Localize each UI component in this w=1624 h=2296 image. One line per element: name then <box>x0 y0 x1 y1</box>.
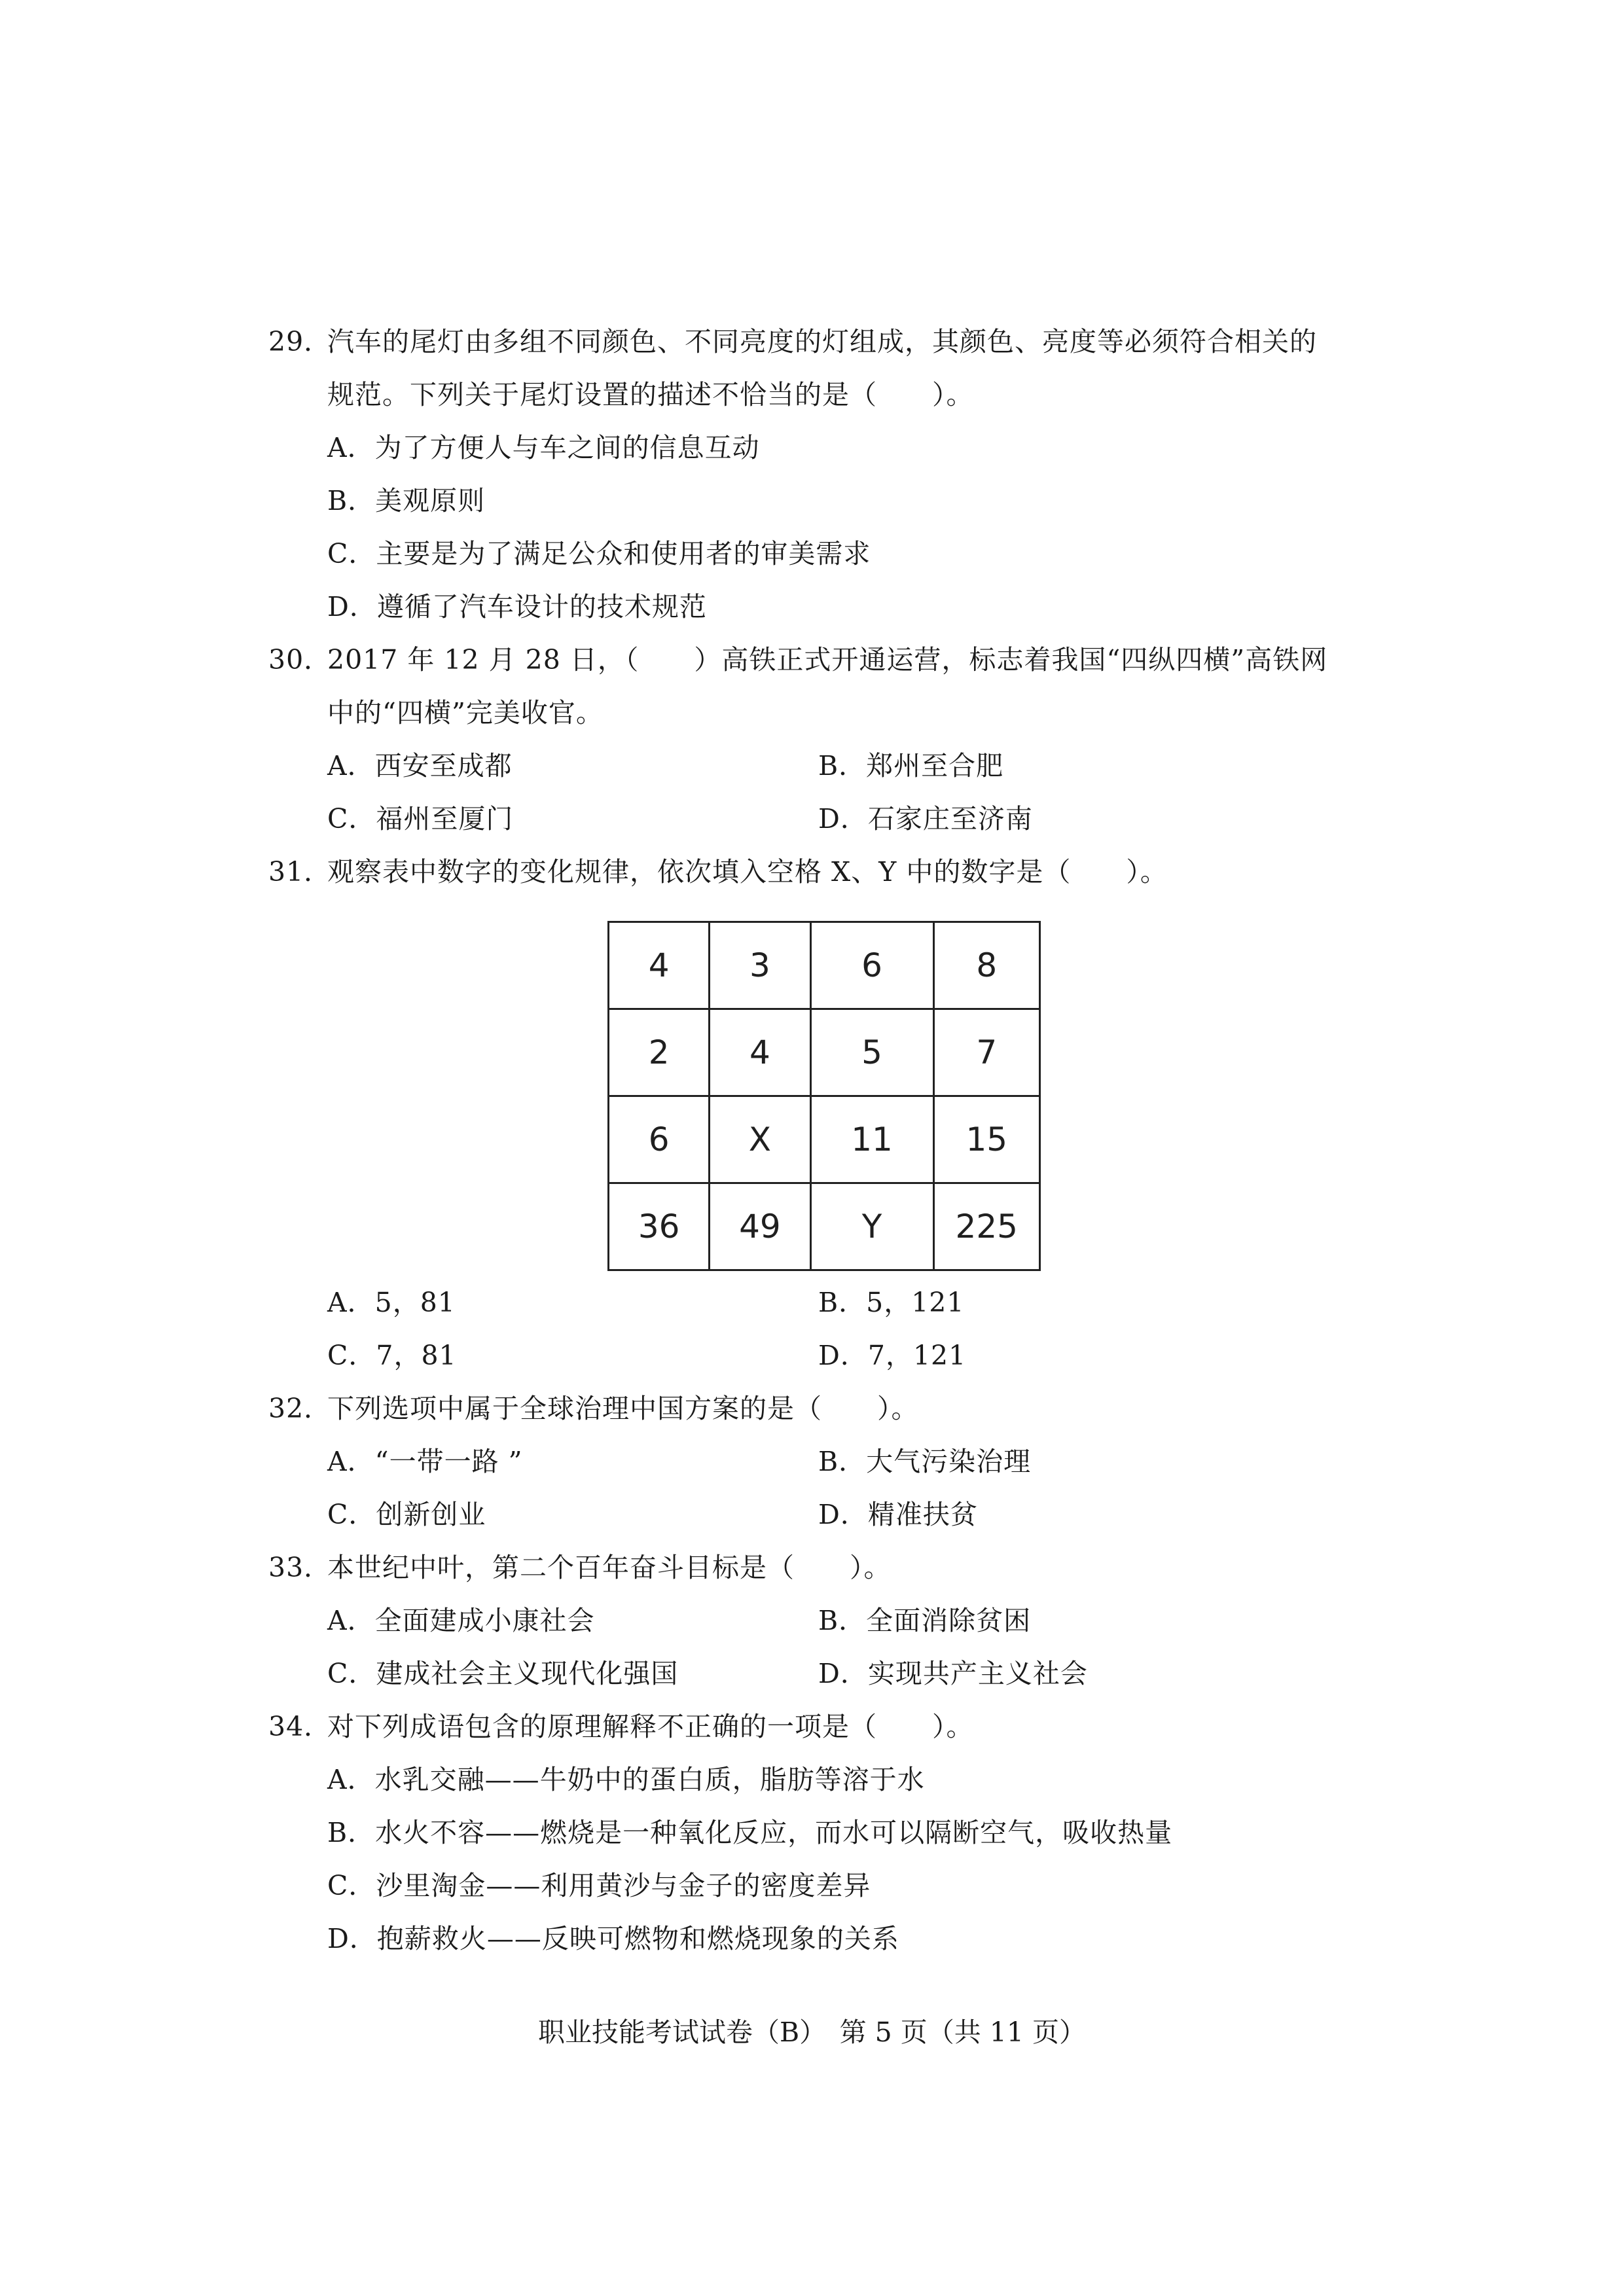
table-cell: 6 <box>810 922 933 1009</box>
q32-number: 32． <box>268 1393 332 1424</box>
table-cell: 11 <box>810 1096 933 1183</box>
q34-number: 34． <box>268 1711 332 1742</box>
table-cell: Y <box>810 1183 933 1270</box>
q32-option-b: B．大气污染治理 <box>818 1446 1032 1477</box>
q33-option-c: C．建成社会主义现代化强国 <box>327 1658 679 1689</box>
q30-option-c: C．福州至厦门 <box>327 803 514 834</box>
table-row <box>609 1009 1040 1096</box>
q31-number-table <box>607 921 1041 1271</box>
table-cell: 49 <box>710 1183 810 1270</box>
q31-option-c: C．7，81 <box>327 1340 457 1371</box>
q33-stem-line1: 本世纪中叶，第二个百年奋斗目标是（ ）。 <box>327 1552 892 1583</box>
q30-option-d: D．石家庄至济南 <box>818 803 1033 834</box>
table-cell: 6 <box>609 1096 710 1183</box>
q29-option-d: D．遵循了汽车设计的技术规范 <box>327 591 707 622</box>
q31-option-b: B．5，121 <box>818 1287 965 1318</box>
table-cell: X <box>710 1096 810 1183</box>
table-cell: 2 <box>609 1009 710 1096</box>
q33-number: 33． <box>268 1552 332 1583</box>
q29-stem-line1: 汽车的尾灯由多组不同颜色、不同亮度的灯组成，其颜色、亮度等必须符合相关的 <box>327 326 1317 357</box>
table-cell: 225 <box>933 1183 1039 1270</box>
q34-option-c: C．沙里淘金——利用黄沙与金子的密度差异 <box>327 1870 871 1901</box>
q29-option-c: C．主要是为了满足公众和使用者的审美需求 <box>327 538 871 569</box>
page-footer: 职业技能考试试卷（B） 第 5 页（共 11 页） <box>537 2017 1086 2048</box>
q30-stem-line2: 中的“四横”完美收官。 <box>327 697 604 728</box>
q30-option-a: A．西安至成都 <box>327 750 513 781</box>
q31-number: 31． <box>268 856 332 888</box>
table-cell: 8 <box>933 922 1039 1009</box>
table-row <box>609 1096 1040 1183</box>
q33-option-a: A．全面建成小康社会 <box>327 1605 595 1636</box>
q30-option-b: B．郑州至合肥 <box>818 750 1004 781</box>
table-cell: 36 <box>609 1183 710 1270</box>
table-row <box>609 922 1040 1009</box>
q32-stem-line1: 下列选项中属于全球治理中国方案的是（ ）。 <box>327 1393 919 1424</box>
q33-option-b: B．全面消除贫困 <box>818 1605 1032 1636</box>
table-cell: 3 <box>710 922 810 1009</box>
q32-option-d: D．精准扶贫 <box>818 1499 978 1530</box>
q34-stem-line1: 对下列成语包含的原理解释不正确的一项是（ ）。 <box>327 1711 974 1742</box>
q31-option-a: A．5，81 <box>327 1287 456 1318</box>
q34-option-a: A．水乳交融——牛奶中的蛋白质，脂肪等溶于水 <box>327 1764 925 1795</box>
q29-option-b: B．美观原则 <box>327 485 486 516</box>
q32-option-c: C．创新创业 <box>327 1499 486 1530</box>
table-row <box>609 1183 1040 1270</box>
q29-stem-line2: 规范。下列关于尾灯设置的描述不恰当的是（ ）。 <box>327 379 974 410</box>
q31-option-d: D．7，121 <box>818 1340 967 1371</box>
q31-stem-line1: 观察表中数字的变化规律，依次填入空格 X、Y 中的数字是（ ）。 <box>327 856 1168 888</box>
table-cell: 7 <box>933 1009 1039 1096</box>
table-cell: 4 <box>609 922 710 1009</box>
q29-option-a: A．为了方便人与车之间的信息互动 <box>327 432 760 463</box>
q30-stem-line1: 2017 年 12 月 28 日，（ ）高铁正式开通运营，标志着我国“四纵四横”高铁网 <box>327 644 1328 675</box>
q32-option-a: A．“一带一路 ” <box>327 1446 523 1477</box>
q34-option-b: B．水火不容——燃烧是一种氧化反应，而水可以隔断空气，吸收热量 <box>327 1817 1173 1848</box>
table-cell: 4 <box>710 1009 810 1096</box>
table-cell: 15 <box>933 1096 1039 1183</box>
q29-number: 29． <box>268 326 332 357</box>
q33-option-d: D．实现共产主义社会 <box>818 1658 1088 1689</box>
q30-number: 30． <box>268 644 332 675</box>
table-cell: 5 <box>810 1009 933 1096</box>
q34-option-d: D．抱薪救火——反映可燃物和燃烧现象的关系 <box>327 1923 899 1954</box>
